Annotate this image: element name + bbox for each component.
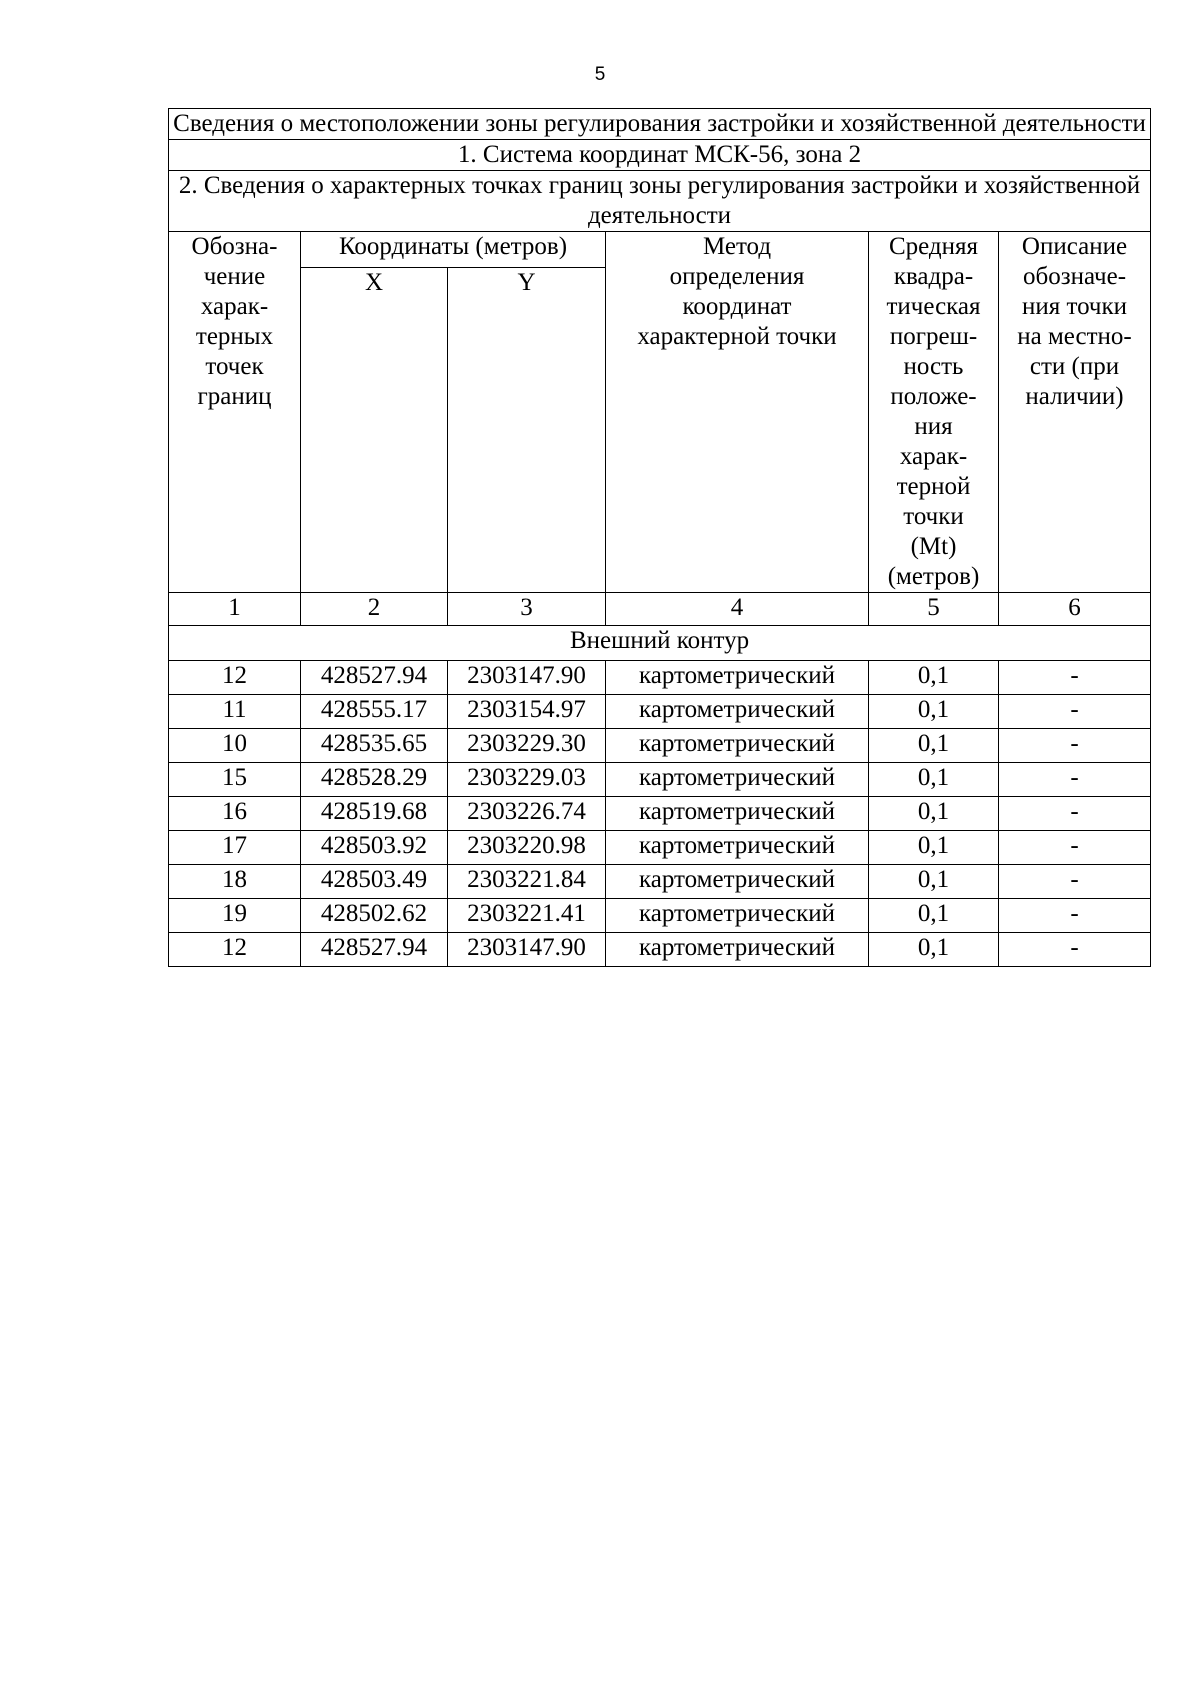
- method: картометрический: [606, 695, 869, 729]
- coord-y: 2303147.90: [448, 933, 606, 967]
- coord-y: 2303221.84: [448, 865, 606, 899]
- column-number: 3: [448, 593, 606, 626]
- description: -: [999, 661, 1151, 695]
- table-row: [169, 661, 1151, 695]
- title-row: [169, 109, 1151, 140]
- header-coordinates: Координаты (метров): [301, 232, 606, 268]
- point-number: 17: [169, 831, 301, 865]
- table-row: [169, 899, 1151, 933]
- table-row: [169, 695, 1151, 729]
- coord-y: 2303221.41: [448, 899, 606, 933]
- point-number: 16: [169, 797, 301, 831]
- header-method: Метод определения координат характерной точки: [606, 232, 869, 593]
- point-number: 18: [169, 865, 301, 899]
- points-info-row: [169, 171, 1151, 232]
- coordinate-system-row: [169, 140, 1151, 171]
- table-row: [169, 831, 1151, 865]
- method: картометрический: [606, 865, 869, 899]
- contour-label: Внешний контур: [169, 626, 1151, 661]
- point-number: 12: [169, 661, 301, 695]
- coord-y: 2303229.30: [448, 729, 606, 763]
- boundary-points-table: [168, 108, 1151, 967]
- coordinate-system: 1. Система координат МСК-56, зона 2: [169, 140, 1151, 171]
- point-number: 12: [169, 933, 301, 967]
- column-number: 2: [301, 593, 448, 626]
- coord-x: 428555.17: [301, 695, 448, 729]
- method: картометрический: [606, 729, 869, 763]
- method: картометрический: [606, 831, 869, 865]
- coord-x: 428527.94: [301, 933, 448, 967]
- coord-y: 2303226.74: [448, 797, 606, 831]
- points-info-heading: 2. Сведения о характерных точках границ зоны регулирования застройки и хозяйственной деятельности: [169, 171, 1151, 232]
- point-number: 11: [169, 695, 301, 729]
- column-number: 4: [606, 593, 869, 626]
- coord-x: 428527.94: [301, 661, 448, 695]
- column-number: 5: [869, 593, 999, 626]
- error-value: 0,1: [869, 729, 999, 763]
- table-row: [169, 865, 1151, 899]
- description: -: [999, 831, 1151, 865]
- coord-x: 428535.65: [301, 729, 448, 763]
- coord-y: 2303229.03: [448, 763, 606, 797]
- description: -: [999, 763, 1151, 797]
- column-number: 6: [999, 593, 1151, 626]
- method: картометрический: [606, 933, 869, 967]
- method: картометрический: [606, 899, 869, 933]
- table-title: Сведения о местоположении зоны регулирования застройки и хозяйственной деятельности: [169, 109, 1151, 140]
- header-error: Средняя квадра- тическая погреш- ность положе- ния харак- терной точки (Mt) (метров): [869, 232, 999, 593]
- table-row: [169, 797, 1151, 831]
- coord-x: 428528.29: [301, 763, 448, 797]
- error-value: 0,1: [869, 933, 999, 967]
- description: -: [999, 695, 1151, 729]
- description: -: [999, 797, 1151, 831]
- table-row: [169, 763, 1151, 797]
- header-y: Y: [448, 268, 606, 593]
- error-value: 0,1: [869, 797, 999, 831]
- coord-y: 2303154.97: [448, 695, 606, 729]
- description: -: [999, 899, 1151, 933]
- error-value: 0,1: [869, 661, 999, 695]
- error-value: 0,1: [869, 763, 999, 797]
- error-value: 0,1: [869, 695, 999, 729]
- coord-x: 428519.68: [301, 797, 448, 831]
- table-row: [169, 729, 1151, 763]
- method: картометрический: [606, 797, 869, 831]
- error-value: 0,1: [869, 899, 999, 933]
- table-row: [169, 933, 1151, 967]
- coord-x: 428503.92: [301, 831, 448, 865]
- point-number: 15: [169, 763, 301, 797]
- point-number: 10: [169, 729, 301, 763]
- coord-y: 2303220.98: [448, 831, 606, 865]
- coord-x: 428503.49: [301, 865, 448, 899]
- coord-y: 2303147.90: [448, 661, 606, 695]
- header-description: Описание обозначе- ния точки на местно- сти (при наличии): [999, 232, 1151, 593]
- method: картометрический: [606, 763, 869, 797]
- header-x: X: [301, 268, 448, 593]
- description: -: [999, 729, 1151, 763]
- column-number: 1: [169, 593, 301, 626]
- point-number: 19: [169, 899, 301, 933]
- column-numbers-row: [169, 593, 1151, 626]
- error-value: 0,1: [869, 831, 999, 865]
- page-number: 5: [594, 64, 606, 85]
- header-point-designation: Обозна- чение харак- терных точек границ: [169, 232, 301, 593]
- header-row: [169, 232, 1151, 268]
- coord-x: 428502.62: [301, 899, 448, 933]
- description: -: [999, 933, 1151, 967]
- contour-row: [169, 626, 1151, 661]
- method: картометрический: [606, 661, 869, 695]
- error-value: 0,1: [869, 865, 999, 899]
- description: -: [999, 865, 1151, 899]
